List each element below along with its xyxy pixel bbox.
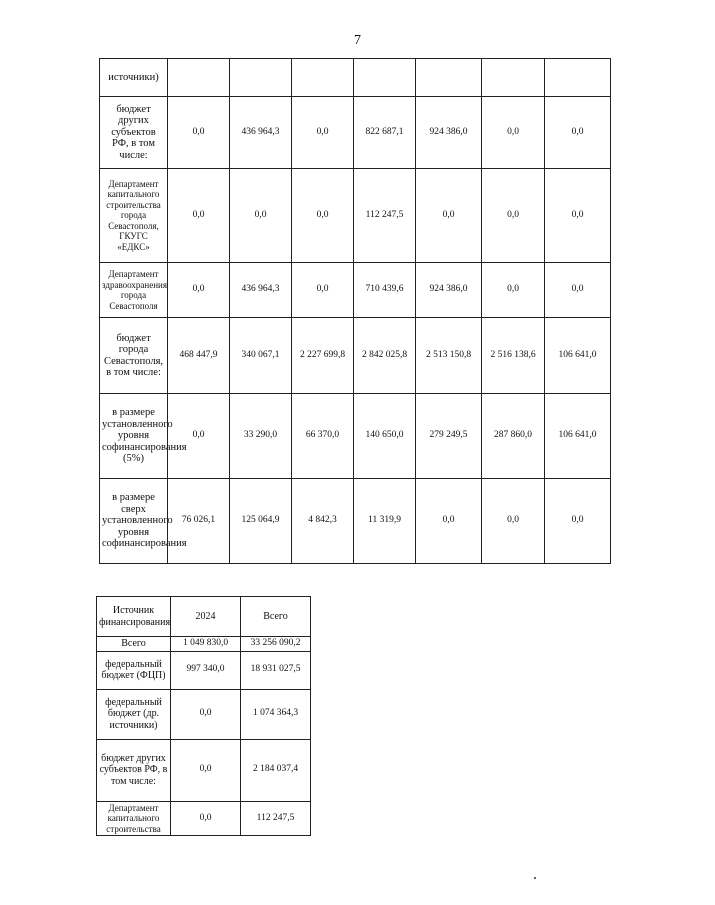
row-label: Департамент здравоохранения города Севастополя [100, 263, 168, 318]
table-cell [482, 59, 545, 97]
row-label: федеральный бюджет (ФЦП) [97, 651, 171, 689]
table-cell: 0,0 [168, 169, 230, 263]
table-cell [168, 59, 230, 97]
table-cell: 0,0 [545, 97, 611, 169]
table-cell: 106 641,0 [545, 318, 611, 394]
table-cell: 0,0 [545, 169, 611, 263]
table-cell: 279 249,5 [416, 394, 482, 479]
table-row [100, 97, 611, 169]
table-cell: 1 074 364,3 [241, 689, 311, 739]
table-cell: 2 227 699,8 [292, 318, 354, 394]
table-cell: 125 064,9 [230, 479, 292, 564]
row-label: бюджет города Севастополя, в том числе: [100, 318, 168, 394]
table-cell: 340 067,1 [230, 318, 292, 394]
table-row [97, 651, 311, 689]
table-cell: 1 049 830,0 [171, 637, 241, 652]
table-cell: 822 687,1 [354, 97, 416, 169]
page-number: 7 [354, 33, 361, 48]
table-row [97, 739, 311, 801]
table-row [100, 169, 611, 263]
table-cell: 0,0 [171, 739, 241, 801]
table-cell: 4 842,3 [292, 479, 354, 564]
row-label: Департамент капитального строительства города Севастополя, ГКУГС «ЕДКС» [100, 169, 168, 263]
table-cell: 33 290,0 [230, 394, 292, 479]
table-cell: 436 964,3 [230, 263, 292, 318]
table-row [100, 394, 611, 479]
table-cell: 0,0 [230, 169, 292, 263]
row-label: Департамент капитального строительства [97, 801, 171, 836]
table-cell: 997 340,0 [171, 651, 241, 689]
column-header: Всего [241, 597, 311, 637]
table-cell: 112 247,5 [354, 169, 416, 263]
table-row [100, 318, 611, 394]
table-row [100, 479, 611, 564]
table-cell [292, 59, 354, 97]
table-cell: 0,0 [416, 169, 482, 263]
table-cell: 0,0 [545, 263, 611, 318]
row-label: в размере сверх установленного уровня софинансирования [100, 479, 168, 564]
table-row [97, 637, 311, 652]
table-cell: 11 319,9 [354, 479, 416, 564]
table-cell: 0,0 [292, 169, 354, 263]
row-label: бюджет других субъектов РФ, в том числе: [100, 97, 168, 169]
table-cell: 66 370,0 [292, 394, 354, 479]
table-cell: 468 447,9 [168, 318, 230, 394]
table-row [97, 801, 311, 836]
table-cell: 0,0 [168, 97, 230, 169]
table-cell: 0,0 [292, 97, 354, 169]
table-cell: 0,0 [416, 479, 482, 564]
table-cell: 2 513 150,8 [416, 318, 482, 394]
table-cell: 106 641,0 [545, 394, 611, 479]
table-cell: 2 842 025,8 [354, 318, 416, 394]
table-row [100, 59, 611, 97]
table-cell: 0,0 [292, 263, 354, 318]
table-cell: 0,0 [545, 479, 611, 564]
table-cell: 140 650,0 [354, 394, 416, 479]
table-row [97, 689, 311, 739]
table-cell: 0,0 [482, 97, 545, 169]
table-cell: 0,0 [171, 689, 241, 739]
table-header-row [97, 597, 311, 637]
funding-summary-table [96, 596, 311, 836]
table-cell: 0,0 [482, 479, 545, 564]
row-label: федеральный бюджет (др. источники) [97, 689, 171, 739]
table-cell [416, 59, 482, 97]
table-cell [354, 59, 416, 97]
table-cell [545, 59, 611, 97]
table-cell: 76 026,1 [168, 479, 230, 564]
table-cell: 0,0 [171, 801, 241, 836]
row-label: источники) [100, 59, 168, 97]
funding-table-continued [99, 58, 611, 564]
table-cell: 2 516 138,6 [482, 318, 545, 394]
table-cell: 924 386,0 [416, 97, 482, 169]
table-cell: 0,0 [168, 263, 230, 318]
row-label: бюджет других субъектов РФ, в том числе: [97, 739, 171, 801]
table-cell: 33 256 090,2 [241, 637, 311, 652]
column-header: 2024 [171, 597, 241, 637]
scan-speck [534, 877, 536, 879]
table-cell: 2 184 037,4 [241, 739, 311, 801]
table-row [100, 263, 611, 318]
table-cell: 287 860,0 [482, 394, 545, 479]
table-cell: 18 931 027,5 [241, 651, 311, 689]
column-header: Источник финансирования [97, 597, 171, 637]
table-cell [230, 59, 292, 97]
table-cell: 0,0 [168, 394, 230, 479]
table-cell: 112 247,5 [241, 801, 311, 836]
table-cell: 436 964,3 [230, 97, 292, 169]
table-cell: 924 386,0 [416, 263, 482, 318]
row-label: в размере установленного уровня софинансирования (5%) [100, 394, 168, 479]
table-cell: 0,0 [482, 263, 545, 318]
table-cell: 710 439,6 [354, 263, 416, 318]
table-cell: 0,0 [482, 169, 545, 263]
row-label: Всего [97, 637, 171, 652]
